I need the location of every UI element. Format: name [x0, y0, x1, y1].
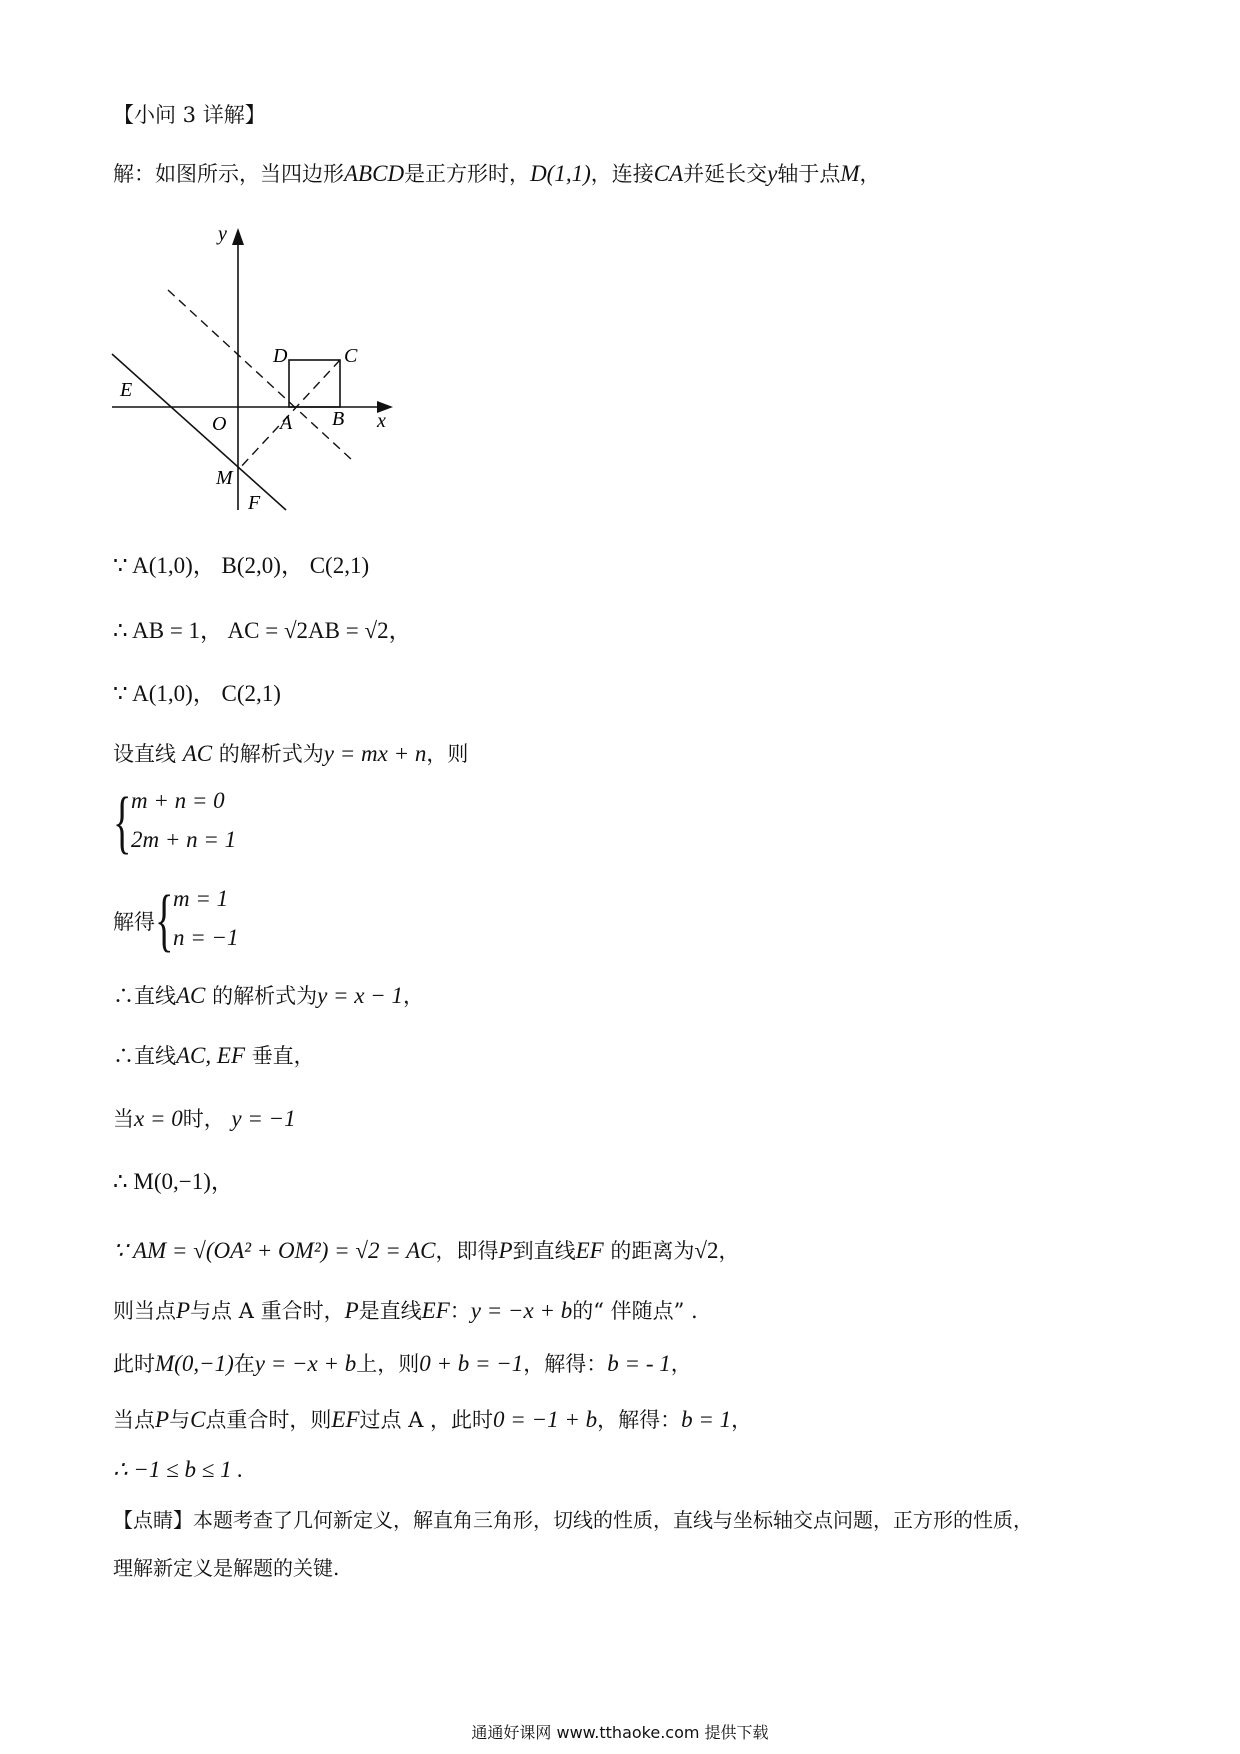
t: EF	[575, 1238, 604, 1263]
intro-text-c: ，连接	[590, 162, 654, 186]
system2-row1: m = 1	[173, 886, 229, 911]
t: 0 = −1 + b	[493, 1407, 598, 1432]
t: 是直线	[358, 1299, 422, 1323]
intro-text-e: 轴于点	[777, 162, 841, 186]
label-f: F	[248, 492, 261, 514]
label-o: O	[212, 413, 227, 435]
intro-quad: ABCD	[344, 161, 405, 186]
t: P	[155, 1407, 170, 1432]
t: 在	[233, 1352, 255, 1376]
t: ，即得	[435, 1239, 499, 1263]
t: 当	[113, 1107, 134, 1131]
t: ，	[670, 1352, 692, 1376]
t: ，	[718, 1239, 740, 1263]
t: AC	[176, 983, 206, 1008]
t: ，	[403, 984, 425, 1008]
t: P	[344, 1298, 359, 1323]
intro-line	[113, 160, 881, 188]
page-footer: 通通好课网 www.tthaoke.com 提供下载	[471, 1723, 769, 1742]
dashed-parallel-line	[168, 290, 352, 460]
t: ∴直线	[113, 984, 176, 1008]
t: 0 + b = −1	[419, 1351, 524, 1376]
intro-y: y	[767, 161, 778, 186]
label-y: y	[218, 223, 227, 245]
t: 此时	[113, 1352, 155, 1376]
t: P	[176, 1298, 191, 1323]
t: y = −x + b	[470, 1298, 573, 1323]
t: ，解得：	[597, 1408, 682, 1432]
line-set-ac	[113, 740, 468, 768]
equation-system-2: 解得 { m = 1 n = −1	[113, 882, 239, 959]
t: y = −1	[231, 1106, 296, 1131]
intro-d-point: D(1,1)	[530, 161, 591, 186]
t: y = mx + n	[323, 741, 427, 766]
t: b = 1	[681, 1407, 732, 1432]
line-given-ac: ∵ A(1,0)， C(2,1)	[113, 681, 281, 706]
line-point-m: ∴ M(0,−1)，	[113, 1169, 234, 1194]
line-ab-ac: ∴ AB = 1， AC = √2AB = √2，	[113, 618, 412, 643]
t: EF	[331, 1407, 360, 1432]
intro-m: M	[840, 161, 860, 186]
t: 时，	[182, 1107, 225, 1131]
line-ef	[112, 354, 286, 510]
intro-text-d: 并延长交	[683, 162, 768, 186]
t: √2	[694, 1238, 719, 1263]
label-b: B	[332, 408, 345, 430]
label-a: A	[280, 412, 293, 434]
t: 的解析式为	[212, 984, 318, 1008]
t: ：	[449, 1299, 471, 1323]
intro-text-b: 是正方形时，	[404, 162, 531, 186]
line-m-on-line	[113, 1350, 692, 1378]
label-e: E	[120, 379, 133, 401]
comment-line-2: 理解新定义是解题的关键.	[113, 1556, 340, 1580]
intro-text-f: ，	[859, 162, 881, 186]
t: C	[190, 1407, 206, 1432]
t: b = - 1	[607, 1351, 671, 1376]
t: 到直线	[512, 1239, 576, 1263]
line-x-zero	[113, 1105, 296, 1133]
t: ∵ AM = √(OA² + OM²) = √2 = AC	[113, 1238, 436, 1263]
t: y = x − 1	[317, 983, 404, 1008]
system1-row1: m + n = 0	[131, 788, 225, 813]
equation-system-1: { m + n = 0 2m + n = 1	[113, 784, 237, 861]
t: 垂直，	[251, 1044, 315, 1068]
t: 设直线	[113, 742, 176, 766]
t: ，解得：	[523, 1352, 608, 1376]
t: 当点	[113, 1408, 155, 1432]
system2-row2: n = −1	[173, 925, 239, 950]
intro-ca: CA	[653, 161, 684, 186]
t: y = −x + b	[254, 1351, 357, 1376]
label-x: x	[377, 410, 386, 432]
line-perpendicular	[113, 1042, 315, 1070]
label-m: M	[216, 467, 233, 489]
line-p-coincide-a	[113, 1297, 698, 1325]
t: P	[498, 1238, 513, 1263]
y-axis-arrow-icon	[232, 228, 244, 245]
t: 点重合时，则	[205, 1408, 332, 1432]
t: 则当点	[113, 1299, 176, 1323]
t: ，	[731, 1408, 753, 1432]
t: x = 0	[134, 1106, 183, 1131]
line-am-distance	[113, 1237, 740, 1265]
system1-row2: 2m + n = 1	[131, 827, 237, 852]
line-p-coincide-c	[113, 1406, 752, 1434]
system2-label: 解得	[113, 910, 155, 934]
t: AC	[182, 741, 213, 766]
t: 与点 A 重合时，	[190, 1299, 345, 1323]
t: 上，则	[356, 1352, 420, 1376]
t: 的距离为	[610, 1239, 695, 1263]
line-given-abc: ∵ A(1,0)， B(2,0)， C(2,1)	[113, 553, 370, 578]
line-b-range: ∴ −1 ≤ b ≤ 1 .	[113, 1457, 244, 1482]
square-abcd	[289, 360, 340, 407]
t: 过点 A ，此时	[359, 1408, 494, 1432]
t: ，则	[426, 742, 469, 766]
section-heading: 【小问 3 详解】	[113, 103, 266, 127]
t: AC, EF	[176, 1043, 245, 1068]
t: 的解析式为	[218, 742, 324, 766]
line-ac-expression	[113, 982, 424, 1010]
comment-line-1: 【点睛】本题考查了几何新定义，解直角三角形，切线的性质，直线与坐标轴交点问题，正方形的性质，	[113, 1508, 1033, 1532]
label-c: C	[344, 345, 358, 367]
coordinate-figure	[100, 220, 400, 520]
t: EF	[421, 1298, 450, 1323]
t: 的“ 伴随点” .	[572, 1299, 698, 1323]
intro-text-a: 解：如图所示，当四边形	[113, 162, 344, 186]
t: M(0,−1)	[155, 1351, 234, 1376]
t: 与	[169, 1408, 191, 1432]
t: ∴直线	[113, 1044, 176, 1068]
label-d: D	[273, 345, 288, 367]
